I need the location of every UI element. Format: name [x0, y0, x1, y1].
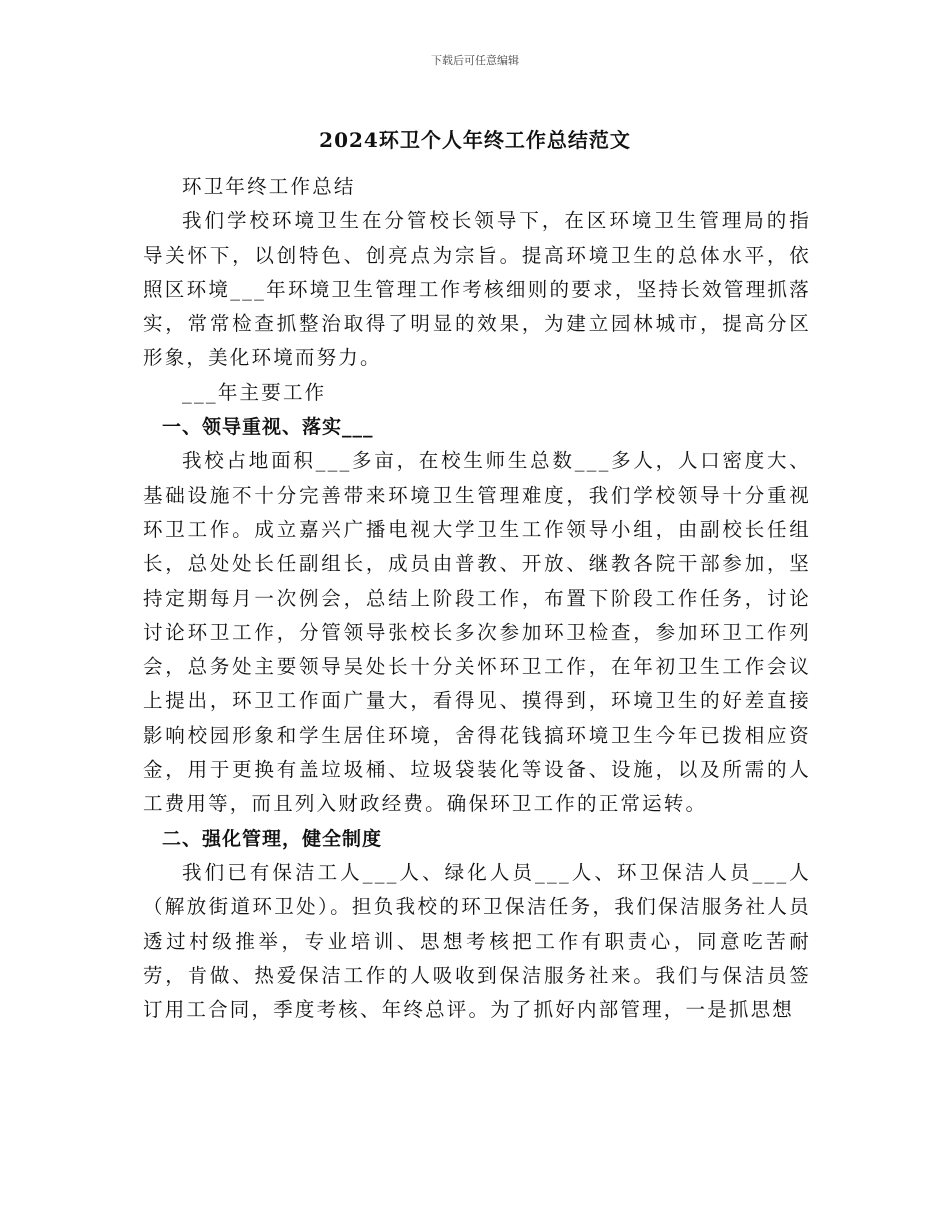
- document-body: [143, 170, 811, 1027]
- page-header: 下载后可任意编辑: [431, 54, 519, 67]
- section-heading-1: 一、领导重视、落实___: [162, 416, 374, 439]
- section-heading-2: 二、强化管理，健全制度: [162, 827, 383, 850]
- document-title: 2024环卫个人年终工作总结范文: [319, 128, 631, 152]
- paragraph-subtitle: 环卫年终工作总结: [182, 175, 356, 198]
- paragraph-intro: 我们学校环境卫生在分管校长领导下，在区环境卫生管理局的指导关怀下，以创特色、创亮点为宗旨。提高环境卫生的总体水平，依照区环境___年环境卫生管理工作考核细则的要求，坚持长效管理抓落实，常常检查抓整治取得了明显的效果，为建立园林城市，提高分区形象，美化环境而努力。: [143, 209, 811, 370]
- paragraph-main-work: ___年主要工作: [182, 380, 327, 404]
- paragraph-section1: 我校占地面积___多亩，在校生师生总数___多人，人口密度大、基础设施不十分完善带来环境卫生管理难度，我们学校领导十分重视环卫工作。成立嘉兴广播电视大学卫生工作领导小组，由副校长任组长，总处处长任副组长，成员由普教、开放、继教各院干部参加，坚持定期每月一次例会，总结上阶段工作，布置下阶段工作任务，讨论讨论环卫工作，分管领导张校长多次参加环卫检查，参加环卫工作列会，总务处主要领导吴处长十分关怀环卫工作，在年初卫生工作会议上提出，环卫工作面广量大，看得见、摸得到，环境卫生的好差直接影响校园形象和学生居住环境，舍得花钱搞环境卫生今年已拨相应资金，用于更换有盖垃圾桶、垃圾袋装化等设备、设施，以及所需的人工费用等，而且列入财政经费。确保环卫工作的正常运转。: [143, 449, 811, 816]
- paragraph-section2: 我们已有保洁工人___人、绿化人员___人、环卫保洁人员___人（解放街道环卫处）。担负我校的环卫保洁任务，我们保洁服务社人员透过村级推举，专业培训、思想考核把工作有职责心，同意吃苦耐劳，肯做、热爱保洁工作的人吸收到保洁服务社来。我们与保洁员签订用工合同，季度考核、年终总评。为了抓好内部管理，一是抓思想: [143, 860, 811, 1022]
